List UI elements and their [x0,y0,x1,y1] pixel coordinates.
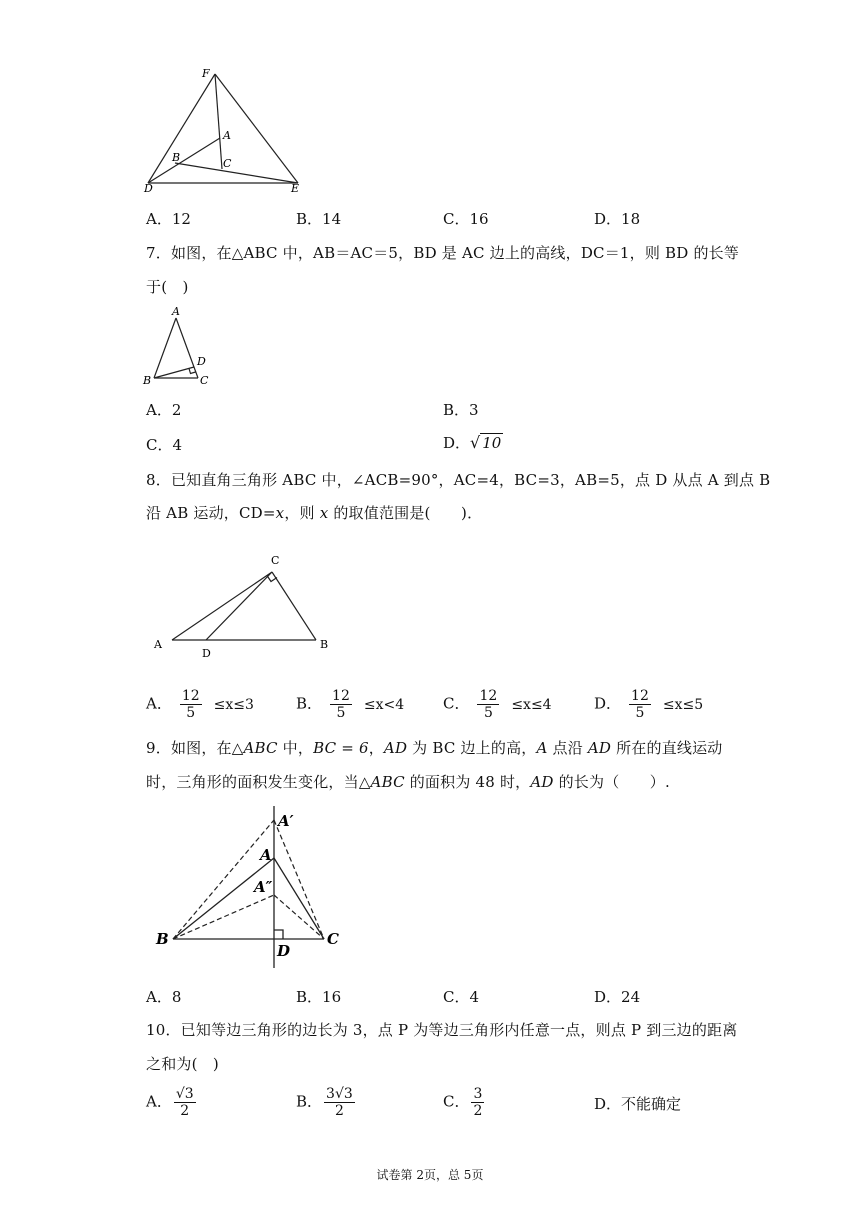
fraction [174,1086,196,1119]
q8-option-a-range: ≤x≤3 [213,696,254,713]
q6-option-d: D．18 [594,210,641,228]
q6-label-e: E [291,182,300,195]
q10-option-d-prefix: D． [594,1095,622,1113]
fraction-numerator: 3√3 [326,1086,353,1102]
fraction-denominator: 5 [635,705,645,721]
q7-label-c: C [200,374,209,387]
q9-text-d: 为 BC 边上的高， [407,739,537,757]
q6-figure [140,66,310,196]
fraction [477,688,499,721]
fraction-denominator: 5 [336,705,346,721]
q7-option-b: B．3 [443,401,479,419]
q10-option-c-prefix: C． [443,1092,470,1111]
q7-label-a: A [172,305,180,318]
q9-ad3: AD [530,773,554,791]
q7-option-d-prefix: D． [443,434,471,452]
q10-option-a [146,1086,198,1119]
q8-option-d-range: ≤x≤5 [662,696,704,713]
fraction [330,688,352,721]
q9-text-i: 的长为（ ）. [553,773,670,791]
q7-label-d: D [197,355,206,368]
q9-label-b: B [156,930,169,948]
q9-label-a-prime: A′ [278,812,294,830]
q6-label-b: B [172,151,181,164]
q10-option-b-prefix: B． [296,1092,323,1111]
q9-option-d: D．24 [594,988,641,1006]
q9-ad2: AD [587,739,612,757]
q8-option-b-range: ≤x<4 [363,696,405,713]
q8-text-b: ，则 [284,504,320,522]
fraction [471,1086,484,1119]
q9-label-c: C [327,930,339,948]
fraction [180,688,202,721]
fraction-denominator: 5 [186,705,196,721]
q10-question-line2: 之和为( ) [146,1055,219,1073]
q10-option-d [594,1093,681,1114]
fraction-numerator: 12 [631,688,649,704]
q8-text-c: 的取值范围是( )． [328,504,483,522]
q8-var-x2: x [319,504,329,522]
q9-ad: AD [383,739,408,757]
fraction [629,688,651,721]
q7-option-d-radicand: 10 [482,434,502,452]
q8-question-line1: 8．已知直角三角形 ABC 中，∠ACB=90°，AC=4，BC=3，AB=5，点 D 从点 A 到点 B [146,471,771,489]
q8-option-b [296,688,404,721]
q9-figure [150,800,350,972]
q7-option-c: C．4 [146,436,183,454]
q9-text-e: 点沿 [547,739,588,757]
q6-label-d: D [144,182,153,195]
q8-option-d [594,688,703,721]
q9-option-a: A．8 [146,988,182,1006]
q6-label-c: C [223,157,232,170]
fraction-denominator: 5 [483,705,493,721]
fraction-denominator: 2 [180,1103,190,1119]
q8-option-c-prefix: C． [443,694,470,713]
q6-label-f: F [202,67,210,80]
q7-question-line1: 7．如图，在△ABC 中，AB＝AC＝5，BD 是 AC 边上的高线，DC＝1，则 BD 的长等 [146,244,740,262]
q10-option-d-text: 不能确定 [621,1095,682,1113]
q6-label-a: A [223,129,231,142]
q9-question-line1 [146,737,723,758]
q9-text-f: 所在的直线运动 [611,739,723,757]
q8-option-a [146,688,254,721]
q8-option-d-prefix: D． [594,694,622,713]
q9-label-a-double-prime: A″ [254,878,273,896]
q7-question-line2: 于( ) [146,278,189,296]
q10-question-line1: 10．已知等边三角形的边长为 3，点 P 为等边三角形内任意一点，则点 P 到三边的距离 [146,1021,738,1039]
q8-label-c: C [271,554,280,567]
q8-question-line2 [146,502,482,523]
q10-option-c [443,1086,486,1119]
q8-label-d: D [202,647,211,660]
q8-figure [148,550,348,662]
q9-text-a: 9．如图，在 [146,739,232,757]
q8-option-a-prefix: A． [146,694,172,713]
q8-option-b-prefix: B． [296,694,323,713]
q8-option-c-range: ≤x≤4 [511,696,552,713]
q7-figure [140,304,220,390]
q8-label-a: A [154,638,162,651]
q9-option-b: B．16 [296,988,342,1006]
q7-label-b: B [143,374,152,387]
q8-option-c [443,688,552,721]
q8-var-x: x [275,504,285,522]
q7-option-d [443,432,503,453]
q6-option-a: A．12 [146,210,191,228]
fraction-numerator: 12 [479,688,498,704]
q6-option-b: B．14 [296,210,342,228]
q10-option-b [296,1086,357,1119]
q9-label-a: A [260,846,272,864]
fraction-numerator: 3 [473,1086,483,1102]
fraction [324,1086,355,1119]
q9-triangle2: △ABC [358,773,405,791]
q8-label-b: B [320,638,329,651]
q9-option-c: C．4 [443,988,480,1006]
q9-text-c: ， [368,739,384,757]
q9-label-d: D [277,942,291,960]
q9-text-g: 时，三角形的面积发生变化，当 [146,773,359,791]
q9-text-b: 中， [277,739,314,757]
q10-option-a-prefix: A． [146,1092,172,1111]
fraction-numerator: √3 [175,1086,194,1102]
q9-bc-eq: BC = 6 [313,739,369,757]
page-footer: 试卷第 2页，总 5页 [376,1168,484,1182]
q7-option-a: A．2 [146,401,182,419]
fraction-denominator: 2 [473,1103,483,1119]
q6-option-c: C．16 [443,210,489,228]
q9-question-line2 [146,771,670,792]
fraction-denominator: 2 [334,1103,344,1119]
q9-triangle: △ABC [231,739,278,757]
fraction-numerator: 12 [332,688,350,704]
fraction-numerator: 12 [181,688,200,704]
sqrt-symbol: √ [470,433,481,452]
q9-text-h: 的面积为 48 时， [404,773,531,791]
q9-point-a: A [536,739,548,757]
q8-text-a: 沿 AB 运动，CD= [146,504,276,522]
